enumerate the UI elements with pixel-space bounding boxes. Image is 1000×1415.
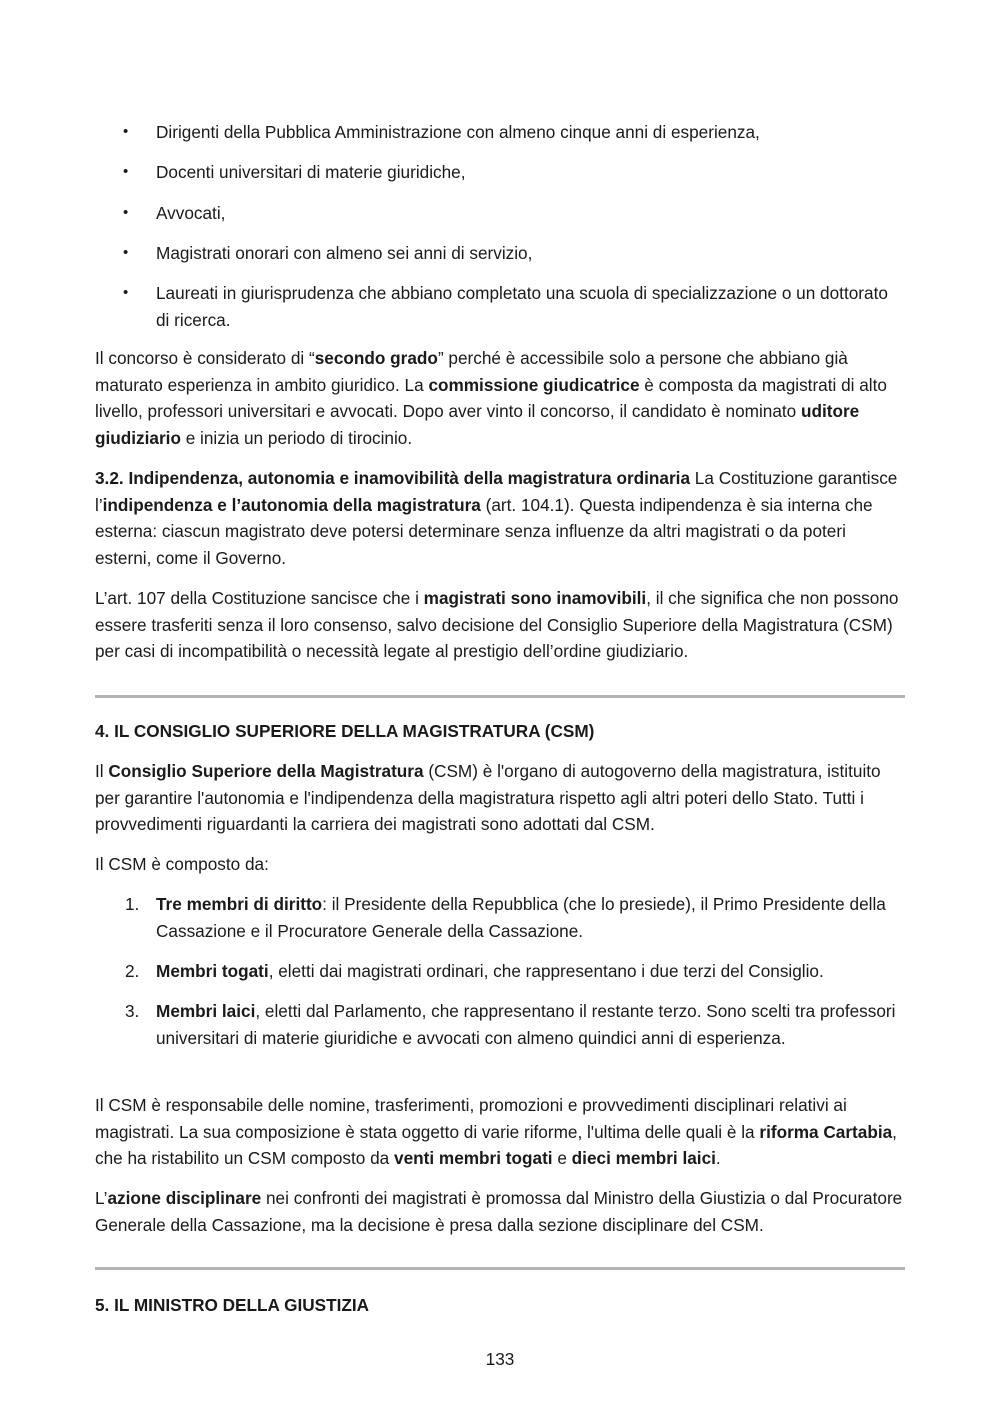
bullet-text: Docenti universitari di materie giuridiche, [156, 162, 466, 182]
section-divider [95, 1267, 905, 1270]
paragraph-inamovibilita: L’art. 107 della Costituzione sancisce che i magistrati sono inamovibili, il che significa che non possono essere trasferiti senza il loro consenso, salvo decisione del Consiglio Superiore della Magistratura (CSM) per casi di incompatibilità o necessità legate al prestigio dell’ordine giudiziario. [95, 588, 899, 661]
paragraph-responsabilita: Il CSM è responsabile delle nomine, trasferimenti, promozioni e provvedimenti disciplinari relativi ai magistrati. La sua composizione è stata oggetto di varie riforme, l'ultima delle quali è la riforma Cartabia, che ha ristabilito un CSM composto da venti membri togati e dieci membri laici. [95, 1095, 897, 1168]
section-title: 4. IL CONSIGLIO SUPERIORE DELLA MAGISTRATURA (CSM) [95, 721, 595, 741]
bullet-icon: • [123, 123, 129, 140]
bullet-text: Magistrati onorari con almeno sei anni di servizio, [156, 243, 533, 263]
section-title: 5. IL MINISTRO DELLA GIUSTIZIA [95, 1295, 370, 1315]
list-number: 1. [125, 894, 140, 914]
bullet-text: Laureati in giurisprudenza che abbiano completato una scuola di specializzazione o un dottorato di ricerca. [156, 283, 888, 330]
page-number: 133 [485, 1349, 515, 1369]
bullet-icon: • [123, 204, 129, 221]
list-number: 2. [125, 961, 140, 981]
bullet-icon: • [123, 244, 129, 261]
paragraph-csm: Il Consiglio Superiore della Magistratura (CSM) è l'organo di autogoverno della magistratura, istituito per garantire l'autonomia e l'indipendenza della magistratura rispetto agli altri poteri dello Stato. Tutti i provvedimenti riguardanti la carriera dei magistrati sono adottati dal CSM. [95, 761, 881, 834]
list-number: 3. [125, 1001, 140, 1021]
bullet-icon: • [123, 163, 129, 180]
bullet-icon: • [123, 284, 129, 301]
subsection-title: 3.2. Indipendenza, autonomia e inamovibilità della magistratura ordinaria [95, 468, 691, 488]
paragraph-concorso: Il concorso è considerato di “secondo grado” perché è accessibile solo a persone che abbiano già maturato esperienza in ambito giuridico. La commissione giudicatrice è composta da magistrati di alto livello, professori universitari e avvocati. Dopo aver vinto il concorso, il candidato è nominato uditore giudiziario e inizia un periodo di tirocinio. [95, 348, 887, 448]
paragraph-indipendenza: 3.2. Indipendenza, autonomia e inamovibilità della magistratura ordinaria La Costituzione garantisce l’indipendenza e l’autonomia della magistratura (art. 104.1). Questa indipendenza è sia interna che esterna: ciascun magistrato deve potersi determinare senza influenze da altri magistrati o da poteri esterni, come il Governo. [95, 468, 898, 568]
section-divider [95, 695, 905, 698]
bullet-text: Avvocati, [156, 203, 226, 223]
paragraph-composizione: Il CSM è composto da: [95, 854, 269, 874]
paragraph-azione-disciplinare: L’azione disciplinare nei confronti dei magistrati è promossa dal Ministro della Giustizia o dal Procuratore Generale della Cassazione, ma la decisione è presa dalla sezione disciplinare del CSM. [95, 1188, 903, 1235]
bullet-text: Dirigenti della Pubblica Amministrazione con almeno cinque anni di esperienza, [156, 122, 760, 142]
